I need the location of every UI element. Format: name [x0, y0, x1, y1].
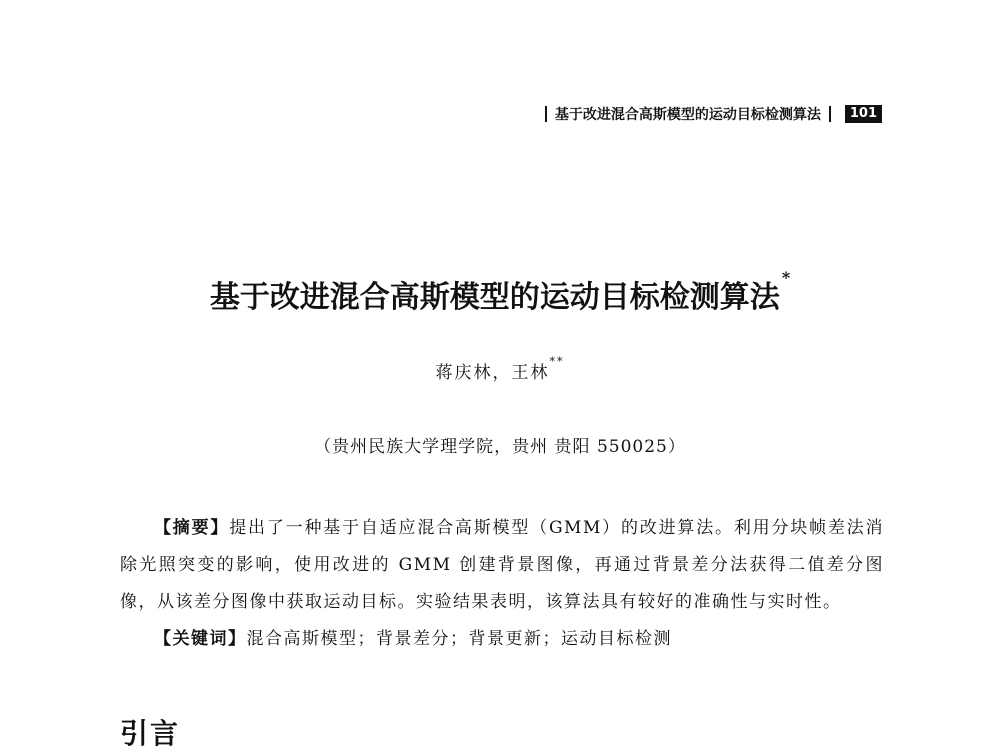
paper-title — [0, 268, 1000, 316]
title-footnote-mark: * — [781, 268, 791, 287]
author-names: 蒋庆林，王林 — [435, 363, 550, 383]
header-divider — [829, 106, 831, 122]
keywords-text: 混合高斯模型；背景差分；背景更新；运动目标检测 — [246, 629, 672, 649]
running-header — [537, 104, 882, 124]
abstract-label: 【摘要】 — [154, 518, 230, 538]
author-footnote-mark: ** — [549, 355, 565, 368]
paper-title-text: 基于改进混合高斯模型的运动目标检测算法 — [209, 280, 780, 315]
abstract-block — [120, 510, 884, 658]
abstract-text: 提出了一种基于自适应混合高斯模型（GMM）的改进算法。利用分块帧差法消除光照突变的影响，使用改进的 GMM 创建背景图像，再通过背景差分法获得二值差分图像，从该差分图像中获取运动目标。实验结果表明，该算法具有较好的准确性与实时性。 — [120, 518, 884, 612]
header-divider — [545, 106, 547, 122]
keywords-paragraph — [120, 621, 884, 658]
abstract-paragraph — [120, 510, 884, 621]
page-number: 101 — [845, 105, 882, 123]
authors — [0, 355, 1000, 383]
affiliation: （贵州民族大学理学院，贵州 贵阳 550025） — [314, 437, 686, 457]
keywords-label: 【关键词】 — [154, 629, 247, 649]
running-header-title: 基于改进混合高斯模型的运动目标检测算法 — [554, 107, 821, 123]
section-heading-introduction: 引言 — [120, 717, 181, 750]
